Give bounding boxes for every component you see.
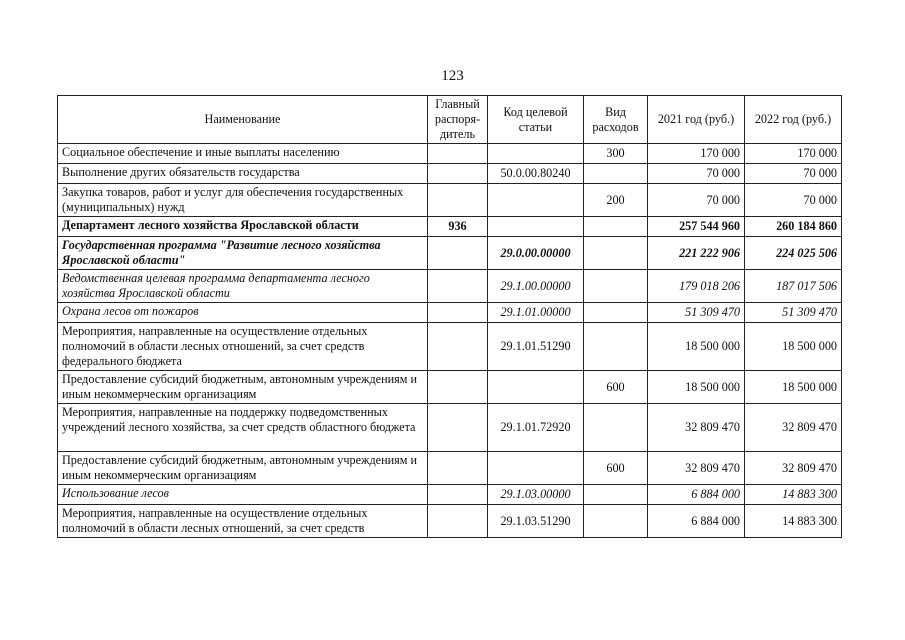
- row-main-manager-cell: [428, 237, 488, 270]
- row-2022-amount-cell: 18 500 000: [745, 323, 842, 371]
- row-target-code-cell: 29.1.01.51290: [488, 323, 584, 371]
- header-name: Наименование: [58, 96, 428, 144]
- row-2021-amount-cell: 70 000: [648, 164, 745, 184]
- table-header-row: [58, 96, 842, 144]
- row-expense-type-cell: [584, 237, 648, 270]
- row-target-code-cell: 29.1.00.00000: [488, 270, 584, 303]
- row-main-manager-cell: [428, 144, 488, 164]
- header-target-code: Код целевой статьи: [488, 96, 584, 144]
- row-2022-amount-cell: 32 809 470: [745, 452, 842, 485]
- row-target-code-cell: [488, 452, 584, 485]
- row-2022-amount-cell: 70 000: [745, 184, 842, 217]
- row-2021-amount-cell: 18 500 000: [648, 371, 745, 404]
- table-row: [58, 404, 842, 452]
- table-row: [58, 164, 842, 184]
- row-2022-amount-cell: 18 500 000: [745, 371, 842, 404]
- row-main-manager-cell: [428, 371, 488, 404]
- table-body: [58, 144, 842, 538]
- row-name-cell: Департамент лесного хозяйства Ярославской области: [58, 217, 428, 237]
- row-2022-amount-cell: 14 883 300: [745, 505, 842, 538]
- table-row: [58, 144, 842, 164]
- row-target-code-cell: 29.1.01.72920: [488, 404, 584, 452]
- row-expense-type-cell: 200: [584, 184, 648, 217]
- row-name-cell: Использование лесов: [58, 485, 428, 505]
- row-target-code-cell: [488, 217, 584, 237]
- row-expense-type-cell: [584, 217, 648, 237]
- row-2021-amount-cell: 221 222 906: [648, 237, 745, 270]
- row-expense-type-cell: [584, 323, 648, 371]
- row-expense-type-cell: 300: [584, 144, 648, 164]
- table-row: [58, 371, 842, 404]
- row-main-manager-cell: [428, 270, 488, 303]
- budget-table: [57, 95, 842, 538]
- row-target-code-cell: 29.0.00.00000: [488, 237, 584, 270]
- row-2021-amount-cell: 6 884 000: [648, 485, 745, 505]
- row-2021-amount-cell: 6 884 000: [648, 505, 745, 538]
- row-main-manager-cell: [428, 505, 488, 538]
- row-name-cell: Социальное обеспечение и иные выплаты населению: [58, 144, 428, 164]
- row-main-manager-cell: [428, 164, 488, 184]
- row-name-cell: Закупка товаров, работ и услуг для обеспечения государственных (муниципальных) нужд: [58, 184, 428, 217]
- row-name-cell: Охрана лесов от пожаров: [58, 303, 428, 323]
- row-expense-type-cell: [584, 485, 648, 505]
- row-main-manager-cell: 936: [428, 217, 488, 237]
- table-row: [58, 270, 842, 303]
- row-2021-amount-cell: 179 018 206: [648, 270, 745, 303]
- row-2021-amount-cell: 170 000: [648, 144, 745, 164]
- header-main-manager: Главный распоря-дитель: [428, 96, 488, 144]
- row-2021-amount-cell: 70 000: [648, 184, 745, 217]
- header-2022: 2022 год (руб.): [745, 96, 842, 144]
- row-2021-amount-cell: 32 809 470: [648, 452, 745, 485]
- row-name-cell: Мероприятия, направленные на осуществление отдельных полномочий в области лесных отношений, за счет средств федерального бюджета: [58, 323, 428, 371]
- row-target-code-cell: [488, 144, 584, 164]
- row-expense-type-cell: [584, 505, 648, 538]
- table-row: [58, 184, 842, 217]
- row-2022-amount-cell: 51 309 470: [745, 303, 842, 323]
- row-2022-amount-cell: 187 017 506: [745, 270, 842, 303]
- row-expense-type-cell: 600: [584, 371, 648, 404]
- row-name-cell: Мероприятия, направленные на осуществление отдельных полномочий в области лесных отношений, за счет средств: [58, 505, 428, 538]
- page-number: 123: [441, 68, 464, 84]
- table-row: [58, 505, 842, 538]
- row-name-cell: Предоставление субсидий бюджетным, автономным учреждениям и иным некоммерческим организациям: [58, 452, 428, 485]
- row-main-manager-cell: [428, 184, 488, 217]
- header-2021: 2021 год (руб.): [648, 96, 745, 144]
- row-expense-type-cell: [584, 404, 648, 452]
- row-2022-amount-cell: 224 025 506: [745, 237, 842, 270]
- row-main-manager-cell: [428, 404, 488, 452]
- row-target-code-cell: 29.1.01.00000: [488, 303, 584, 323]
- row-name-cell: Выполнение других обязательств государства: [58, 164, 428, 184]
- row-target-code-cell: [488, 371, 584, 404]
- row-name-cell: Государственная программа "Развитие лесного хозяйства Ярославской области": [58, 237, 428, 270]
- row-target-code-cell: 50.0.00.80240: [488, 164, 584, 184]
- row-expense-type-cell: [584, 270, 648, 303]
- row-expense-type-cell: [584, 303, 648, 323]
- header-expense-type: Вид расходов: [584, 96, 648, 144]
- table-row: [58, 237, 842, 270]
- table-row: [58, 217, 842, 237]
- row-expense-type-cell: 600: [584, 452, 648, 485]
- row-main-manager-cell: [428, 485, 488, 505]
- row-2021-amount-cell: 51 309 470: [648, 303, 745, 323]
- row-main-manager-cell: [428, 452, 488, 485]
- row-main-manager-cell: [428, 323, 488, 371]
- row-target-code-cell: 29.1.03.00000: [488, 485, 584, 505]
- row-target-code-cell: [488, 184, 584, 217]
- row-2022-amount-cell: 260 184 860: [745, 217, 842, 237]
- row-target-code-cell: 29.1.03.51290: [488, 505, 584, 538]
- table-row: [58, 452, 842, 485]
- row-2022-amount-cell: 70 000: [745, 164, 842, 184]
- row-name-cell: Предоставление субсидий бюджетным, автономным учреждениям и иным некоммерческим организациям: [58, 371, 428, 404]
- table-row: [58, 485, 842, 505]
- row-expense-type-cell: [584, 164, 648, 184]
- row-main-manager-cell: [428, 303, 488, 323]
- table-row: [58, 323, 842, 371]
- row-2021-amount-cell: 257 544 960: [648, 217, 745, 237]
- row-2022-amount-cell: 32 809 470: [745, 404, 842, 452]
- row-2022-amount-cell: 14 883 300: [745, 485, 842, 505]
- row-2021-amount-cell: 18 500 000: [648, 323, 745, 371]
- table-row: [58, 303, 842, 323]
- row-2022-amount-cell: 170 000: [745, 144, 842, 164]
- row-name-cell: Ведомственная целевая программа департамента лесного хозяйства Ярославской области: [58, 270, 428, 303]
- row-2021-amount-cell: 32 809 470: [648, 404, 745, 452]
- row-name-cell: Мероприятия, направленные на поддержку подведомственных учреждений лесного хозяйства, за счет средств областного бюджета: [58, 404, 428, 452]
